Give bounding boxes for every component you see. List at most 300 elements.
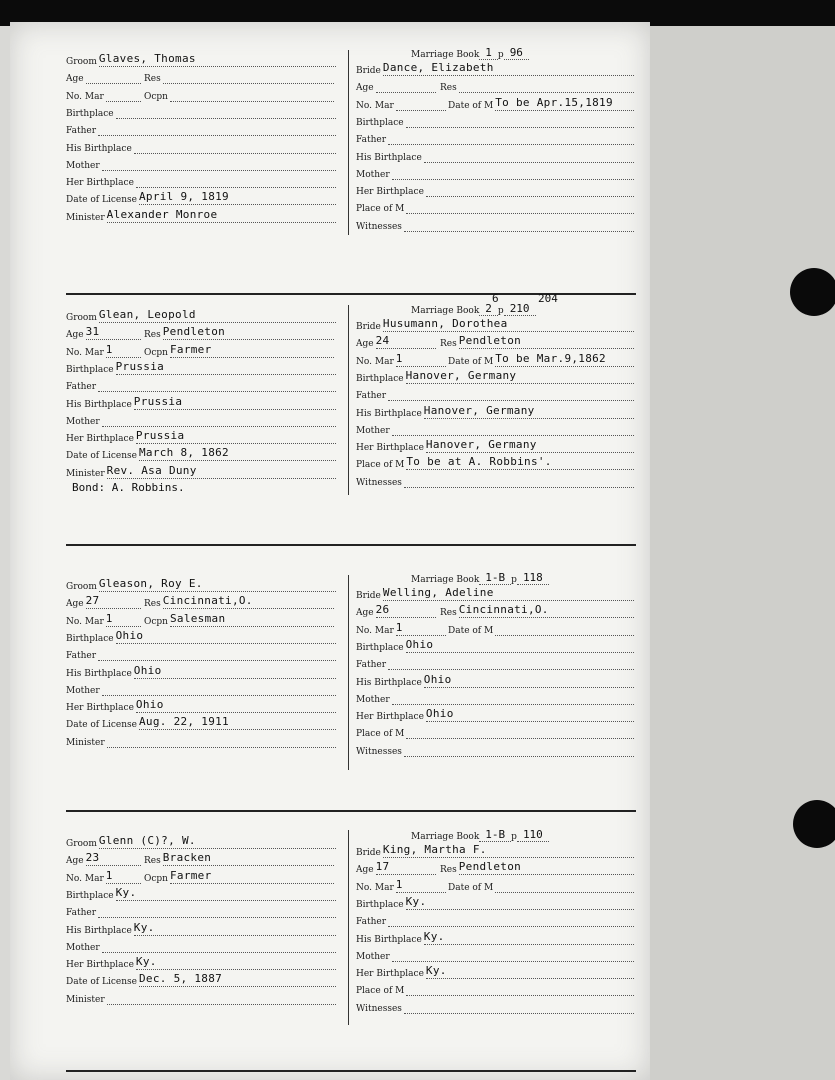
minister-field-value: Rev. Asa Duny xyxy=(106,463,197,477)
date-of-license-field-line xyxy=(139,973,336,987)
minister-field-line xyxy=(107,465,336,479)
groom-no-mar-field-line xyxy=(106,344,141,358)
bride-her-birthplace-field-line xyxy=(426,965,634,979)
date-of-m-field-label: Date of M xyxy=(448,625,494,636)
witnesses-field xyxy=(356,471,634,488)
page-label: p xyxy=(511,575,517,585)
date-of-license-field-label: Date of License xyxy=(66,451,137,462)
adjacent-page-edge xyxy=(650,26,835,1080)
groom-res-field-label: Res xyxy=(144,330,161,341)
groom-her-birthplace-field-value: Ky. xyxy=(135,955,157,969)
groom-her-birthplace-field-label: Her Birthplace xyxy=(66,178,134,189)
groom-res-field xyxy=(144,849,334,866)
date-of-license-field-value: Dec. 5, 1887 xyxy=(138,972,223,986)
groom-age-field xyxy=(66,849,141,866)
bride-field-line xyxy=(383,844,634,858)
groom-field xyxy=(66,306,336,323)
bride-mother-field xyxy=(356,688,634,705)
groom-res-field-label: Res xyxy=(144,74,161,85)
date-of-m-field-line xyxy=(495,622,634,636)
bride-her-birthplace-field-line xyxy=(426,183,634,197)
groom-her-birthplace-field xyxy=(66,953,336,970)
witnesses-field-line xyxy=(404,743,634,757)
bride-her-birthplace-field-line xyxy=(426,439,634,453)
bride-age-field-line xyxy=(376,861,436,875)
page-label: p xyxy=(511,832,517,842)
groom-mother-field-line xyxy=(102,939,336,953)
groom-ocpn-field xyxy=(144,610,334,627)
bride-no-mar-field-value: 1 xyxy=(395,620,403,634)
groom-mother-field xyxy=(66,679,336,696)
bride-birthplace-field xyxy=(356,367,634,384)
bride-father-field-line xyxy=(388,913,634,927)
groom-ocpn-field-line xyxy=(170,344,334,358)
bride-res-field xyxy=(440,858,634,875)
date-of-license-field-line xyxy=(139,716,336,730)
groom-age-field-line xyxy=(86,852,141,866)
groom-ocpn-field-line xyxy=(170,870,334,884)
bride-birthplace-field xyxy=(356,111,634,128)
groom-age-field-line xyxy=(86,595,141,609)
groom-ocpn-field-label: Ocpn xyxy=(144,873,168,884)
date-of-license-field xyxy=(66,970,336,987)
marriage-book-label: Marriage Book xyxy=(411,575,480,585)
bride-res-field-line xyxy=(459,861,634,875)
bride-father-field xyxy=(356,653,634,670)
groom-his-birthplace-field-value: Prussia xyxy=(133,394,183,408)
place-of-m-field-label: Place of M xyxy=(356,986,405,997)
bride-her-birthplace-field xyxy=(356,962,634,979)
date-of-m-field-line xyxy=(495,353,634,367)
place-of-m-field-line xyxy=(406,982,634,996)
bride-mother-field-line xyxy=(392,948,634,962)
minister-field-value: Alexander Monroe xyxy=(106,207,218,221)
bond-note: Bond: A. Robbins. xyxy=(72,481,185,494)
minister-field xyxy=(66,206,336,223)
marriage-book-ref xyxy=(411,46,529,60)
marriage-book-ref xyxy=(411,571,549,585)
bride-res-field-line xyxy=(459,79,634,93)
bride-mother-field-label: Mother xyxy=(356,694,390,705)
bride-father-field xyxy=(356,910,634,927)
card-divider-1 xyxy=(348,50,349,235)
groom-birthplace-field xyxy=(66,884,336,901)
groom-res-field xyxy=(144,323,334,340)
bride-no-mar-field xyxy=(356,619,446,636)
groom-father-field-label: Father xyxy=(66,908,97,919)
groom-res-field-label: Res xyxy=(144,856,161,867)
place-of-m-field-label: Place of M xyxy=(356,204,405,215)
groom-mother-field-label: Mother xyxy=(66,416,100,427)
bride-age-field-label: Age xyxy=(356,865,374,876)
bride-his-birthplace-field-line xyxy=(424,149,634,163)
minister-field-label: Minister xyxy=(66,468,105,479)
groom-his-birthplace-field-value: Ky. xyxy=(133,920,155,934)
bride-his-birthplace-field xyxy=(356,402,634,419)
groom-ocpn-field-value: Farmer xyxy=(169,342,212,356)
groom-birthplace-field-label: Birthplace xyxy=(66,890,114,901)
bride-field-line xyxy=(383,318,634,332)
groom-field-line xyxy=(99,835,336,849)
bride-age-field-line xyxy=(376,604,436,618)
groom-mother-field-label: Mother xyxy=(66,160,100,171)
bride-mother-field xyxy=(356,945,634,962)
groom-field-value: Gleason, Roy E. xyxy=(98,577,203,590)
groom-ocpn-field-label: Ocpn xyxy=(144,91,168,102)
groom-mother-field-line xyxy=(102,157,336,171)
groom-birthplace-field-value: Prussia xyxy=(115,359,165,373)
date-of-license-field-label: Date of License xyxy=(66,977,137,988)
bride-her-birthplace-field-label: Her Birthplace xyxy=(356,187,424,198)
bride-her-birthplace-field xyxy=(356,180,634,197)
date-of-license-field xyxy=(66,444,336,461)
bride-birthplace-field-line xyxy=(406,114,634,128)
page-value: 118 xyxy=(517,571,549,585)
bride-res-field-label: Res xyxy=(440,608,457,619)
groom-mother-field xyxy=(66,936,336,953)
groom-no-mar-field-value: 1 xyxy=(105,342,113,356)
bride-no-mar-field-line xyxy=(396,353,446,367)
bride-birthplace-field-value: Ohio xyxy=(405,637,434,651)
groom-her-birthplace-field-label: Her Birthplace xyxy=(66,703,134,714)
date-of-m-field-label: Date of M xyxy=(448,356,494,367)
date-of-m-field-line xyxy=(495,97,634,111)
bride-her-birthplace-field xyxy=(356,436,634,453)
groom-father-field xyxy=(66,375,336,392)
bride-field-value: Husumann, Dorothea xyxy=(382,317,508,330)
bride-her-birthplace-field-value: Ohio xyxy=(425,707,454,721)
groom-age-field-line xyxy=(86,70,141,84)
bride-field xyxy=(356,584,634,601)
bride-no-mar-field-label: No. Mar xyxy=(356,882,394,893)
groom-field-value: Glean, Leopold xyxy=(98,308,196,321)
bride-father-field xyxy=(356,384,634,401)
place-of-m-field xyxy=(356,979,634,996)
groom-no-mar-field-value: 1 xyxy=(105,611,113,625)
bride-her-birthplace-field-label: Her Birthplace xyxy=(356,712,424,723)
bride-no-mar-field xyxy=(356,876,446,893)
bride-age-field-value: 24 xyxy=(375,334,390,348)
marriage-book-value: 1-B xyxy=(479,571,511,585)
groom-age-field-value: 23 xyxy=(85,851,100,865)
groom-birthplace-field-value: Ky. xyxy=(115,885,137,899)
groom-birthplace-field-label: Birthplace xyxy=(66,108,114,119)
groom-no-mar-field-label: No. Mar xyxy=(66,616,104,627)
card-separator-2 xyxy=(66,544,636,546)
bride-no-mar-field xyxy=(356,350,446,367)
groom-no-mar-field-line xyxy=(106,613,141,627)
groom-his-birthplace-field xyxy=(66,919,336,936)
bride-mother-field-label: Mother xyxy=(356,425,390,436)
minister-field xyxy=(66,731,336,748)
groom-res-field-line xyxy=(163,595,334,609)
witnesses-field-line xyxy=(404,1000,634,1014)
marriage-book-label: Marriage Book xyxy=(411,50,480,60)
card-divider-2 xyxy=(348,305,349,495)
groom-birthplace-field xyxy=(66,358,336,375)
groom-his-birthplace-field-label: His Birthplace xyxy=(66,143,132,154)
marriage-book-ref xyxy=(411,828,549,842)
groom-his-birthplace-field xyxy=(66,662,336,679)
groom-ocpn-field-line xyxy=(170,88,334,102)
groom-his-birthplace-field-line xyxy=(134,665,336,679)
date-of-license-field xyxy=(66,713,336,730)
bride-no-mar-field-label: No. Mar xyxy=(356,625,394,636)
groom-his-birthplace-field-line xyxy=(134,140,336,154)
bride-res-field-value: Pendleton xyxy=(458,334,522,348)
groom-mother-field xyxy=(66,410,336,427)
groom-field-line xyxy=(99,53,336,67)
bride-age-field xyxy=(356,601,436,618)
bride-age-field-value: 17 xyxy=(375,860,390,874)
bride-no-mar-field-line xyxy=(396,97,446,111)
groom-age-field-value: 31 xyxy=(85,325,100,339)
bride-age-field-label: Age xyxy=(356,83,374,94)
minister-field-label: Minister xyxy=(66,212,105,223)
groom-age-field xyxy=(66,323,141,340)
bride-res-field-value: Pendleton xyxy=(458,860,522,874)
bride-no-mar-field-line xyxy=(396,622,446,636)
groom-father-field xyxy=(66,119,336,136)
bride-res-field xyxy=(440,332,634,349)
witnesses-field-label: Witnesses xyxy=(356,477,402,488)
bride-field-value: Welling, Adeline xyxy=(382,586,494,599)
groom-his-birthplace-field-label: His Birthplace xyxy=(66,399,132,410)
groom-age-field xyxy=(66,67,141,84)
bride-age-field-label: Age xyxy=(356,608,374,619)
bride-no-mar-field-label: No. Mar xyxy=(356,100,394,111)
card-divider-3 xyxy=(348,575,349,770)
groom-father-field-line xyxy=(98,647,336,661)
groom-field xyxy=(66,832,336,849)
bride-mother-field-label: Mother xyxy=(356,951,390,962)
groom-her-birthplace-field-line xyxy=(136,174,336,188)
minister-field-line xyxy=(107,991,336,1005)
marriage-book-value: 1 xyxy=(479,46,498,60)
date-of-m-field-line xyxy=(495,879,634,893)
groom-mother-field-label: Mother xyxy=(66,942,100,953)
groom-birthplace-field-line xyxy=(116,630,336,644)
bride-his-birthplace-field-label: His Birthplace xyxy=(356,152,422,163)
groom-his-birthplace-field xyxy=(66,393,336,410)
bride-birthplace-field-value: Hanover, Germany xyxy=(405,368,517,382)
bride-res-field-line xyxy=(459,335,634,349)
bride-father-field-label: Father xyxy=(356,917,387,928)
groom-no-mar-field-label: No. Mar xyxy=(66,873,104,884)
bride-birthplace-field-line xyxy=(406,639,634,653)
bride-no-mar-field-value: 1 xyxy=(395,877,403,891)
bride-birthplace-field xyxy=(356,636,634,653)
groom-res-field-value: Cincinnati,O. xyxy=(162,594,253,608)
groom-mother-field-line xyxy=(102,413,336,427)
bride-father-field-line xyxy=(388,387,634,401)
bride-res-field-label: Res xyxy=(440,865,457,876)
date-of-m-field-label: Date of M xyxy=(448,882,494,893)
bride-field xyxy=(356,59,634,76)
groom-mother-field-label: Mother xyxy=(66,685,100,696)
minister-field xyxy=(66,462,336,479)
groom-her-birthplace-field xyxy=(66,171,336,188)
groom-ocpn-field-value: Farmer xyxy=(169,868,212,882)
bride-his-birthplace-field-line xyxy=(424,931,634,945)
page-label: p xyxy=(497,306,504,316)
bride-father-field-label: Father xyxy=(356,391,387,402)
bride-no-mar-field xyxy=(356,94,446,111)
place-of-m-field-line xyxy=(406,200,634,214)
bride-his-birthplace-field-value: Ohio xyxy=(423,672,452,686)
place-of-m-field-label: Place of M xyxy=(356,460,405,471)
groom-res-field xyxy=(144,67,334,84)
place-of-m-field xyxy=(356,197,634,214)
bride-his-birthplace-field-value: Hanover, Germany xyxy=(423,403,535,417)
groom-age-field-label: Age xyxy=(66,330,84,341)
date-of-license-field-label: Date of License xyxy=(66,720,137,731)
bride-mother-field-line xyxy=(392,691,634,705)
bride-her-birthplace-field-label: Her Birthplace xyxy=(356,443,424,454)
groom-father-field-line xyxy=(98,122,336,136)
groom-birthplace-field-line xyxy=(116,887,336,901)
minister-field-line xyxy=(107,734,336,748)
groom-no-mar-field-line xyxy=(106,870,141,884)
bride-his-birthplace-field-line xyxy=(424,405,634,419)
groom-father-field-label: Father xyxy=(66,382,97,393)
groom-her-birthplace-field-label: Her Birthplace xyxy=(66,434,134,445)
bride-res-field-value: Cincinnati,O. xyxy=(458,603,549,617)
place-of-m-field-line xyxy=(406,456,634,470)
witnesses-field-line xyxy=(404,218,634,232)
groom-his-birthplace-field-line xyxy=(134,922,336,936)
groom-ocpn-field xyxy=(144,341,334,358)
bride-father-field-label: Father xyxy=(356,660,387,671)
bride-no-mar-field-line xyxy=(396,879,446,893)
groom-ocpn-field xyxy=(144,867,334,884)
groom-his-birthplace-field-label: His Birthplace xyxy=(66,668,132,679)
groom-field xyxy=(66,50,336,67)
bride-field-label: Bride xyxy=(356,322,381,332)
date-of-m-field xyxy=(448,876,634,893)
groom-field-line xyxy=(99,578,336,592)
bride-res-field-line xyxy=(459,604,634,618)
groom-her-birthplace-field-label: Her Birthplace xyxy=(66,960,134,971)
groom-no-mar-field-label: No. Mar xyxy=(66,347,104,358)
bride-his-birthplace-field-label: His Birthplace xyxy=(356,677,422,688)
bride-field-line xyxy=(383,62,634,76)
date-of-m-field xyxy=(448,94,634,111)
marriage-book-value: 2 xyxy=(479,302,498,316)
place-of-m-field-line xyxy=(406,725,634,739)
groom-field-value: Glenn (C)?, W. xyxy=(98,834,196,847)
bride-his-birthplace-field xyxy=(356,928,634,945)
groom-her-birthplace-field-value: Prussia xyxy=(135,429,185,443)
groom-ocpn-field-label: Ocpn xyxy=(144,347,168,358)
marriage-book-value: 1-B xyxy=(479,828,511,842)
bride-age-field xyxy=(356,858,436,875)
groom-birthplace-field-value: Ohio xyxy=(115,628,144,642)
groom-his-birthplace-field-line xyxy=(134,396,336,410)
date-of-license-field-line xyxy=(139,191,336,205)
bride-birthplace-field-value: Ky. xyxy=(405,894,427,908)
groom-age-field-line xyxy=(86,326,141,340)
groom-father-field-line xyxy=(98,378,336,392)
date-of-license-field-value: April 9, 1819 xyxy=(138,190,229,204)
groom-birthplace-field xyxy=(66,627,336,644)
date-of-m-field xyxy=(448,350,634,367)
groom-field xyxy=(66,575,336,592)
bride-no-mar-field-label: No. Mar xyxy=(356,356,394,367)
card-separator-4 xyxy=(66,1070,636,1072)
bride-field-label: Bride xyxy=(356,848,381,858)
bride-age-field-line xyxy=(376,79,436,93)
groom-age-field xyxy=(66,592,141,609)
bride-age-field xyxy=(356,76,436,93)
groom-res-field-value: Pendleton xyxy=(162,325,226,339)
date-of-license-field-value: March 8, 1862 xyxy=(138,446,229,460)
groom-field-label: Groom xyxy=(66,57,97,67)
minister-field-label: Minister xyxy=(66,737,105,748)
bride-her-birthplace-field-label: Her Birthplace xyxy=(356,969,424,980)
groom-no-mar-field xyxy=(66,610,141,627)
bride-res-field-label: Res xyxy=(440,339,457,350)
bride-res-field xyxy=(440,601,634,618)
bride-field-line xyxy=(383,587,634,601)
page-extra: 204 xyxy=(538,292,558,305)
groom-birthplace-field xyxy=(66,102,336,119)
bride-field xyxy=(356,315,634,332)
groom-no-mar-field-line xyxy=(106,88,141,102)
groom-age-field-label: Age xyxy=(66,599,84,610)
groom-her-birthplace-field xyxy=(66,696,336,713)
bride-his-birthplace-field-label: His Birthplace xyxy=(356,408,422,419)
bride-no-mar-field-value: 1 xyxy=(395,351,403,365)
bride-his-birthplace-field-label: His Birthplace xyxy=(356,934,422,945)
binder-hole-bottom-bar xyxy=(823,823,835,826)
groom-father-field xyxy=(66,901,336,918)
bride-birthplace-field-label: Birthplace xyxy=(356,899,404,910)
marriage-book-extra: 6 xyxy=(492,292,499,305)
bride-mother-field xyxy=(356,163,634,180)
page-label: p xyxy=(497,50,504,60)
bride-his-birthplace-field-value: Ky. xyxy=(423,929,445,943)
witnesses-field-label: Witnesses xyxy=(356,1003,402,1014)
groom-res-field-label: Res xyxy=(144,599,161,610)
date-of-m-field-value: To be Apr.15,1819 xyxy=(495,95,613,109)
groom-ocpn-field-line xyxy=(170,613,334,627)
bride-birthplace-field xyxy=(356,893,634,910)
minister-field-label: Minister xyxy=(66,994,105,1005)
groom-res-field-line xyxy=(163,70,334,84)
groom-his-birthplace-field xyxy=(66,137,336,154)
groom-no-mar-field xyxy=(66,85,141,102)
bride-field xyxy=(356,841,634,858)
date-of-license-field-label: Date of License xyxy=(66,195,137,206)
groom-father-field-label: Father xyxy=(66,651,97,662)
place-of-m-field xyxy=(356,722,634,739)
groom-res-field-value: Bracken xyxy=(162,851,212,865)
bride-father-field-line xyxy=(388,131,634,145)
bride-field-label: Bride xyxy=(356,66,381,76)
groom-his-birthplace-field-value: Ohio xyxy=(133,663,162,677)
groom-age-field-label: Age xyxy=(66,856,84,867)
date-of-license-field xyxy=(66,188,336,205)
groom-field-value: Glaves, Thomas xyxy=(98,52,196,65)
groom-res-field-line xyxy=(163,326,334,340)
groom-res-field-line xyxy=(163,852,334,866)
bride-father-field-label: Father xyxy=(356,135,387,146)
minister-field xyxy=(66,988,336,1005)
groom-birthplace-field-label: Birthplace xyxy=(66,364,114,375)
bride-her-birthplace-field-value: Hanover, Germany xyxy=(425,438,537,452)
groom-birthplace-field-line xyxy=(116,105,336,119)
